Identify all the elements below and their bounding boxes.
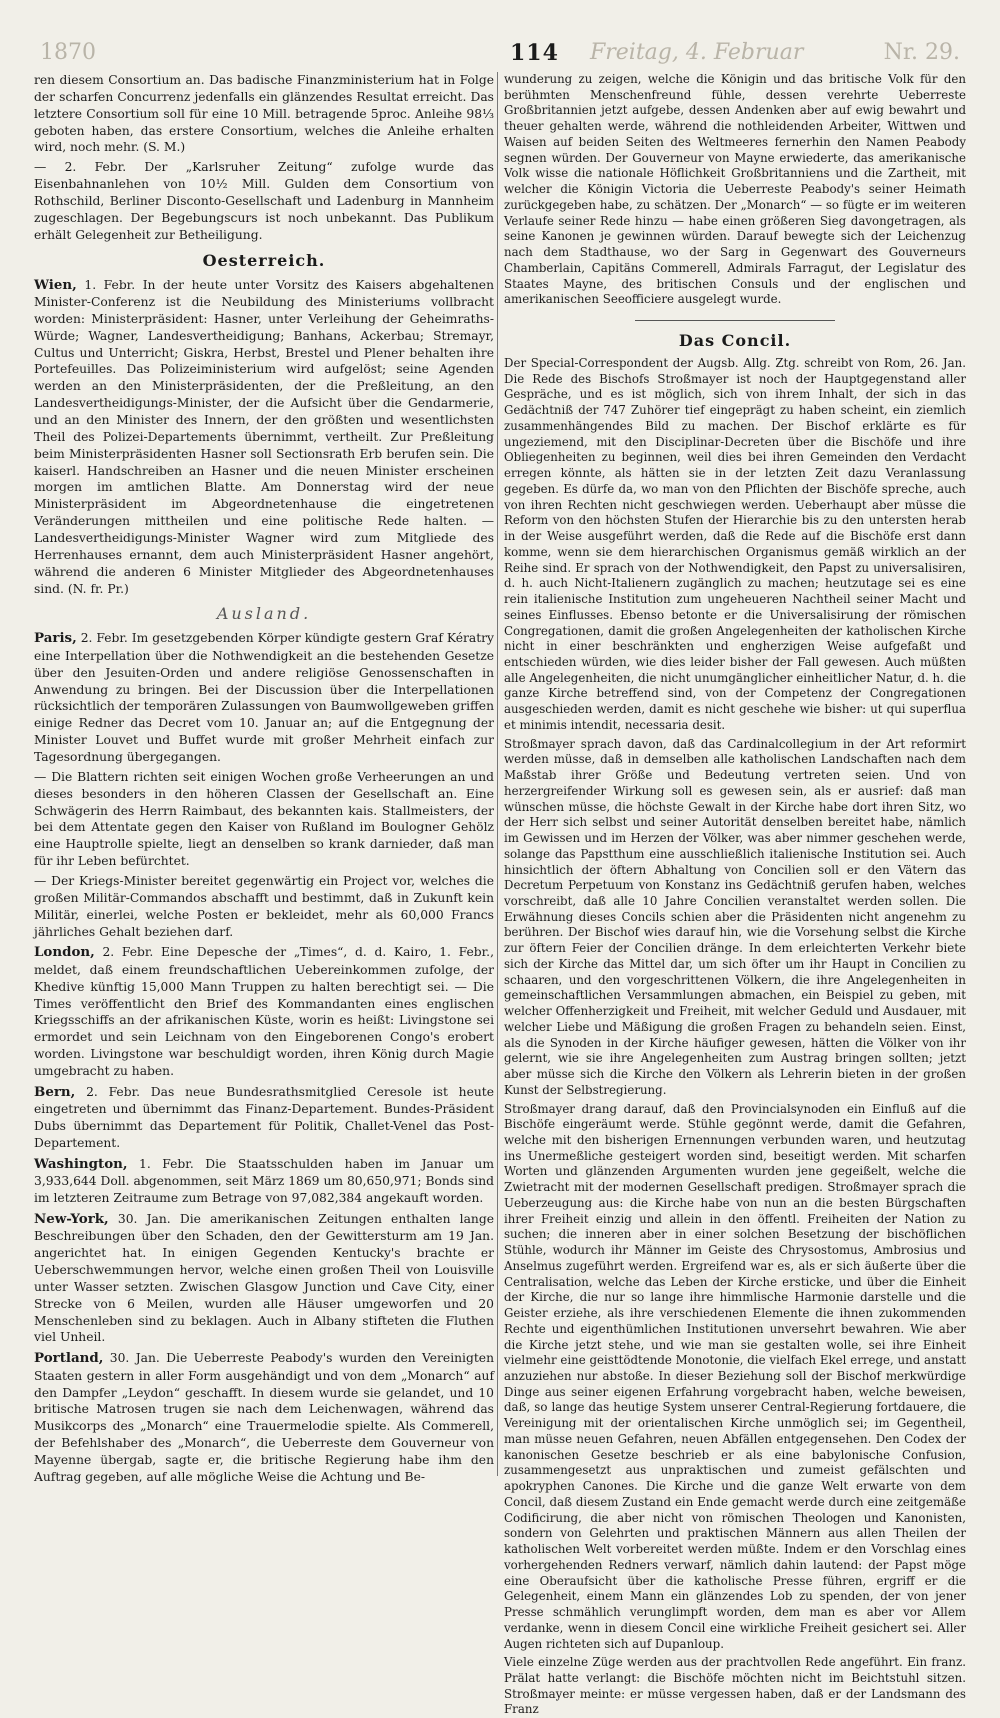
section-heading-abroad: Ausland. xyxy=(216,604,312,624)
article-body: Die Staatsschulden haben im Januar um 3,933,644 Doll. abgenommen, seit März 1869 um 80,650,971; Bonds sind im letzteren Zeitraume zum Betrage von 97,082,384 angekauft worden. xyxy=(34,1156,494,1206)
right-column xyxy=(504,72,966,1717)
article-paris xyxy=(34,629,494,765)
dateline-date: 1. Febr. xyxy=(76,277,136,292)
page-header xyxy=(30,40,970,66)
faded-year: 1870 xyxy=(40,40,96,65)
dateline-place: Washington, xyxy=(34,1155,128,1172)
faded-weekday: Freitag, 4. Februar xyxy=(590,40,804,65)
article-concil-1: Der Special-Correspondent der Augsb. Allg. Ztg. schreibt von Rom, 26. Jan. Die Rede des Bischofs Stroßmayer ist noch der Hauptgegenstand aller Gespräche, und es ist möglich, sich von ihrem Inhalt, der sich in das Gedächtniß der 747 Zuhörer tief eingeprägt zu haben scheint, ein ziemlich zusammenhängendes Bild zu machen. Der Bischof erklärte es für ungeziemend, mit den Disciplinar-Decreten über die Bischöfe und ihre Obliegenheiten zu beginnen, weil dies bei ihren Gemeinden den Verdacht erregen könnte, als hätten sie in der letzten Zeit dazu Veranlassung gegeben. Es dürfe da, wo man von den Pflichten der Bischöfe spreche, auch von ihren Rechten nicht geschwiegen werden. Ueberhaupt aber müsse die Reform von den höchsten Stufen der Hierarchie bis zu den untersten herab in der Weise ausgeführt werden, daß die Rede auf die Bischöfe erst dann komme, wenn sie dem hierarchischen Organismus gemäß wirklich an der Reihe sind. Er sprach von der Nothwendigkeit, den Papst zu universalisiren, d. h. auch Nicht-Italienern zugänglich zu machen; heutzutage sei es eine rein italienische Institution zum ungeheueren Nachtheil seiner Macht und seines Einflusses. Ebenso betonte er die Universalisirung der römischen Congregationen, damit die großen Angelegenheiten der katholischen Kirche nicht in einer beschränkten und engherzigen Weise aufgefaßt und entschieden würden, wie dies leider bisher der Fall gewesen. Auch müßten alle Angelegenheiten, die nicht unumgänglicher einheitlicher Natur, d. h. die ganze Kirche betreffend sind, von der Competenz der Congregationen ausgeschieden werden, damit es nicht geschehe wie bisher: ut qui superflua et minimis intendit, necessaria desit. xyxy=(504,356,966,732)
dateline-date: 30. Jan. xyxy=(108,1211,171,1226)
article-body: Im gesetzgebenden Körper kündigte gestern Graf Kératry eine Interpellation über die Nothwendigkeit an die bestehenden Gesetze über den Jesuiten-Orden und andere religiöse Genossenschaften in Anwendung zu bringen. Bei der Discussion über die Interpellationen rücksichtlich der temporären Zulassungen von Baumwollgeweben griffen einige Redner das Decret vom 10. Januar an; auf die Entgegnung der Minister Louvet und Buffet wurde mit großer Mehrheit einfach zur Tagesordnung übergegangen. xyxy=(34,631,494,764)
dateline-date: 2. Febr. xyxy=(94,945,154,960)
dateline-date: 1. Febr. xyxy=(127,1156,194,1171)
article-body: Eine Depesche der „Times“, d. d. Kairo, 1. Febr., meldet, daß einem freundschaftlichen Uebereinkommen zufolge, der Khedive künftig 15,000 Mann Truppen zu halten berechtigt sei. — Die Times veröffentlicht den Brief des Kommandanten eines englischen Kriegsschiffs an der afrikanischen Küste, worin es heißt: Livingstone sei ermordet und sein Leichnam von den Eingeborenen Congo's erobert worden. Livingstone war beschuldigt worden, ihren König durch Magie umgebracht zu haben. xyxy=(34,945,494,1078)
dateline-place: Wien, xyxy=(34,276,77,293)
dateline-place: Paris, xyxy=(34,630,77,647)
dateline-date: 2. Febr. xyxy=(75,1084,141,1099)
article-paris-smallpox: — Die Blattern richten seit einigen Wochen große Verheerungen an und dieses besonders in den höheren Classen der Gesellschaft an. Eine Schwägerin des Herrn Raimbaut, des bekannten kais. Stallmeisters, der bei dem Attentate gegen den Kaiser von Rußland im Boulogner Gehölz eine Hauptrolle spielte, liegt an denselben so krank darnieder, daß man für ihr Leben befürchtet. xyxy=(34,769,494,869)
article-intro: ren diesem Consortium an. Das badische Finanzministerium hat in Folge der scharfen Concurrenz jedenfalls ein glänzendes Resultat erreicht. Das letztere Consortium soll für eine 10 Mill. betragende 5proc. Anleihe 98⅓ geboten haben, das erstere Consortium, welches die Anleihe erhalten wird, noch mehr. (S. M.) xyxy=(34,73,494,155)
article-karlsruhe: — 2. Febr. Der „Karlsruher Zeitung“ zufolge wurde das Eisenbahnanlehen von 10½ Mill. Gulden dem Consortium von Rothschild, Berliner Disconto-Gesellschaft und Ladenburg in Mannheim zugeschlagen. Der Begebungscurs ist noch unbekannt. Das Publikum erhält Gelegenheit zur Betheiligung. xyxy=(34,160,494,242)
article-bern xyxy=(34,1083,494,1152)
article-body: In der heute unter Vorsitz des Kaisers abgehaltenen Minister-Conferenz ist die Neubildung des Ministeriums vollbracht worden: Ministerpräsident: Hasner, unter Verleihung der Geheimraths-Würde; Wagner, Landesvertheidigung; Banhans, Ackerbau; Stremayr, Cultus und Unterricht; Giskra, Herbst, Brestel und Plener behalten ihre Portefeuilles. Das Polizeiministerium wird aufgelöst; seine Agenden werden an den Ministerpräsidenten, der die Preßleitung, an den Landesvertheidigungs-Minister, der die Aufsicht über die Gendarmerie, und an den Minister des Innern, der den größten und wesentlichsten Theil des Polizei-Departements übernimmt, vertheilt. Zur Preßleitung beim Ministerpräsidenten Hasner soll Sectionsrath Erb berufen sein. Die kaiserl. Handschreiben an Hasner und die neuen Minister erscheinen morgen im amtlichen Blatte. Am Donnerstag wird der neue Ministerpräsident im Abgeordnetenhause die eingetretenen Veränderungen mittheilen und eine politische Rede halten. — Landesvertheidigungs-Minister Wagner wird zum Mitgliede des Herrenhauses ernannt, dem auch Ministerpräsident Hasner angehört, während die anderen 6 Minister Mitglieder des Abgeordnetenhauses sind. (N. fr. Pr.) xyxy=(34,277,494,596)
article-concil-2: Stroßmayer sprach davon, daß das Cardinalcollegium in der Art reformirt werden müsse, daß in demselben alle katholischen Landschaften nach dem Maßstab ihrer Größe und Bedeutung vertreten seien. Und von herzergreifender Wirkung soll es gewesen sein, als er ausrief: daß man wünschen müsse, die höchste Gewalt in der Kirche habe dort ihren Sitz, wo der Herr sich selbst und seiner Autorität denselben bereitet habe, nämlich im Gewissen und im Herzen der Völker, was aber nimmer geschehen werde, solange das Papstthum eine ausschließlich italienische Institution sei. Auch hinsichtlich der öftern Abhaltung von Concilien soll er den Vätern das Decretum Perpetuum von Konstanz ins Gedächtniß gerufen haben, welches vorschreibt, daß alle 10 Jahre Concilien veranstaltet werden sollen. Die Erwähnung dieses Concils schien aber die Präsidenten nicht angenehm zu berühren. Der Bischof wies darauf hin, wie die Vorsehung selbst die Kirche zur öftern Feier der Concilien dränge. In dem erleichterten Verkehr biete sich der Kirche das Mittel dar, um sich öfter um ihr Haupt in Concilien zu schaaren, und den vorgeschrittenen Völkern, die ihre Angelegenheiten in gemeinschaftlichen Versammlungen abmachen, ein Beispiel zu geben, mit welcher Offenherzigkeit und Freiheit, mit welcher Geduld und Ausdauer, mit welcher Liebe und Mäßigung die großen Fragen zu behandeln seien. Einst, als die Synoden in der Kirche häufiger gewesen, hätten die Völker von ihr gelernt, wie sie ihre Angelegenheiten zum Austrag bringen sollten; jetzt aber müsse sich die Kirche den Völkern als Lehrerin bieten in der großen Kunst der Selbstregierung. xyxy=(504,736,966,1097)
article-new-york xyxy=(34,1210,494,1346)
section-heading-concil: Das Concil. xyxy=(678,331,792,351)
article-body: Die amerikanischen Zeitungen enthalten lange Beschreibungen über den Schaden, den der Gewittersturm am 19 Jan. angerichtet hat. In einigen Gegenden Kentucky's brachte er Ueberschwemmungen hervor, welche einen großen Theil von Louisville unter Wasser setzten. Zwischen Glasgow Junction und Cave City, einer Strecke von 6 Meilen, wurden alle Häuser umgeworfen und 20 Menschenleben sind zu beklagen. Auch in Albany stifteten die Fluthen viel Unheil. xyxy=(34,1211,495,1345)
article-wien xyxy=(34,276,494,598)
dateline-place: New-York, xyxy=(34,1210,109,1227)
faded-issue-number: Nr. 29. xyxy=(883,40,960,65)
article-body: Das neue Bundesrathsmitglied Ceresole ist heute eingetreten und übernimmt das Finanz-Departement. Bundes-Präsident Dubs übernimmt das Departement für Politik, Challet-Venel das Post-Departement. xyxy=(34,1084,494,1150)
dateline-place: Bern, xyxy=(34,1083,76,1100)
article-portland-continued: wunderung zu zeigen, welche die Königin und das britische Volk für den berühmten Menschenfreund fühle, dessen verehrte Ueberreste Großbritannien jetzt aufgebe, dessen Andenken aber auf ewig bewahrt und theuer gehalten werde, während die nothleidenden Arbeiter, Wittwen und Waisen auf beiden Seiten des Weltmeeres fernerhin den Namen Peabody segnen würden. Der Gouverneur von Mayne erwiederte, das amerikanische Volk wisse die nationale Höflichkeit Großbritanniens und die Zartheit, mit welcher die Königin Victoria die Ueberreste Peabody's seiner Heimath zurückgegeben habe, zu schätzen. Der „Monarch“ — so fügte er im weiteren Verlaufe seiner Rede hinzu — habe einen größeren Sieg davongetragen, als seine Kanonen je gewinnen würden. Darauf bewegte sich der Leichenzug nach dem Stadthause, wo der Sarg in Gegenwart des Gouverneurs Chamberlain, Capitäns Commerell, Admirals Farragut, der Legislatur des Staates Mayne, des britischen Consuls und der englischen und amerikanischen Seeofficiere ausgelegt wurde. xyxy=(504,72,966,307)
page-number: 114 xyxy=(510,40,559,66)
article-paris-war-minister: — Der Kriegs-Minister bereitet gegenwärtig ein Project vor, welches die großen Militär-Commandos abschafft und bestimmt, daß in Zukunft kein Militär, einerlei, welche Posten er bekleidet, mehr als 60,000 Francs jährliches Gehalt beziehen darf. xyxy=(34,874,494,939)
dateline-place: Portland, xyxy=(34,1350,104,1367)
dateline-date: 30. Jan. xyxy=(103,1351,160,1366)
article-concil-4: Viele einzelne Züge werden aus der prachtvollen Rede angeführt. Ein franz. Prälat hatte verlangt: die Bischöfe möchten nicht im Beichtstuhl sitzen. Stroßmayer meinte: er müsse vergessen haben, daß er der Landsmann des Franz xyxy=(504,1655,966,1717)
dateline-place: London, xyxy=(34,944,95,961)
article-washington xyxy=(34,1155,494,1207)
left-column xyxy=(34,72,495,1484)
article-portland xyxy=(34,1349,494,1485)
article-london xyxy=(34,943,494,1079)
dateline-date: 2. Febr. xyxy=(76,631,128,646)
section-heading-austria: Oesterreich. xyxy=(202,250,326,270)
article-body: Die Ueberreste Peabody's wurden den Vereinigten Staaten gestern in aller Form ausgehändigt und von dem „Monarch“ auf den Dampfer „Leydon“ geschafft. In diesem wurde sie gelandet, und 10 britische Matrosen trugen sie nach dem Leichenwagen, während das Musikcorps des „Monarch“ eine Trauermelodie spielte. Als Commerell, der Befehlshaber des „Monarch“, die Ueberreste dem Gouverneur von Mayenne übergab, sagte er, die britische Regierung habe ihm den Auftrag gegeben, auf alle mögliche Weise die Achtung und Be- xyxy=(34,1351,494,1484)
section-rule xyxy=(635,320,835,321)
article-concil-3: Stroßmayer drang darauf, daß den Provincialsynoden ein Einfluß auf die Bischöfe eingeräumt werde. Stühle gegönnt werde, damit die Gefahren, welche mit den bisherigen Ernennungen verbunden waren, und heutzutag ins Unermeßliche gesteigert worden sind, beseitigt werden. Mit scharfen Worten und glänzenden Argumenten wurden jene gegeißelt, welche die Zwietracht mit der modernen Gesellschaft predigen. Stroßmayer sprach die Ueberzeugung aus: die Kirche habe von nun an die besten Bürgschaften ihrer Freiheit einzig und allein in den öffentl. Freiheiten der Nation zu suchen; die inneren aber in einer solchen Besetzung der bischöflichen Stühle, wodurch ihr Männer im Geiste des Chrysostomus, Ambrosius und Anselmus zugeführt werden. Ergreifend war es, als er sich äußerte über die Centralisation, welche das Leben der Kirche ersticke, und über die Einheit der Kirche, die nur so lange ihre himmlische Harmonie darstelle und die Geister erziehe, als ihre verschiedenen Elemente die ihnen zukommenden Rechte und eigenthümlichen Institutionen unversehrt bewahren. Wie aber die Kirche jetzt stehe, und wie man sie gestalten wolle, sei ihre Einheit vielmehr eine geisttödtende Monotonie, die vielfach Ekel errege, und anstatt anzuziehen nur abstoße. In dieser Beziehung soll der Bischof merkwürdige Dinge aus seiner eigenen Erfahrung vorgebracht haben, welche beweisen, daß, so lange das heutige System unserer Central-Regierung fortdauere, die Vereinigung mit der orientalischen Kirche unmöglich sei; im Gegentheil, man müsse neuen Gefahren, neuen Abfällen entgegensehen. Den Codex der kanonischen Gesetze beschrieb er als eine babylonische Confusion, zusammengesetzt aus unpraktischen und zumeist gefälschten und apokryphen Canones. Die Kirche und die ganze Welt erwarte von dem Concil, daß diesem Zustand ein Ende gemacht werde durch eine zeitgemäße Codificirung, die aber nicht von römischen Theologen und Kanonisten, sondern von Gelehrten und praktischen Männern aus allen Theilen der katholischen Welt vorbereitet werden müßte. Indem er den Vorschlag eines vorhergehenden Redners verwarf, nämlich dahin lautend: der Papst möge eine Oberaufsicht über die katholische Presse führen, ergriff er die Gelegenheit, einem Mann ein glänzendes Lob zu spenden, der von jener Presse schmählich verunglimpft worden, dem man es aber vor Allem verdanke, wenn in diesem Concil eine wirkliche Freiheit gesichert sei. Aller Augen richteten sich auf Dupanloup. xyxy=(504,1101,966,1651)
column-divider xyxy=(497,72,498,1476)
